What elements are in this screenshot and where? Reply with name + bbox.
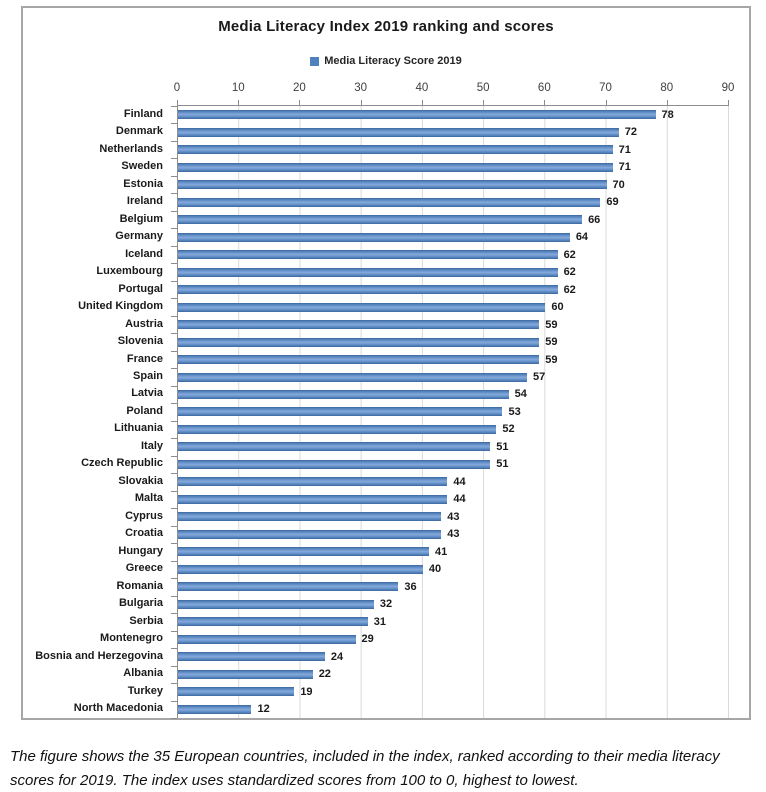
bar bbox=[178, 530, 441, 539]
value-label: 22 bbox=[318, 668, 331, 681]
bar-row bbox=[178, 596, 729, 613]
bar-row bbox=[178, 281, 729, 298]
axis-tick-mark bbox=[361, 100, 362, 106]
category-tick-mark bbox=[171, 666, 177, 667]
figure-caption bbox=[10, 745, 762, 792]
axis-tick-label: 70 bbox=[599, 82, 612, 94]
category-tick-mark bbox=[171, 228, 177, 229]
bar-row bbox=[178, 631, 729, 648]
bar-row bbox=[178, 613, 729, 630]
value-label: 31 bbox=[373, 615, 387, 628]
country-label: Spain bbox=[133, 370, 163, 382]
axis-tick-label: 30 bbox=[354, 82, 368, 94]
category-tick-mark bbox=[171, 508, 177, 509]
axis-tick-mark bbox=[238, 100, 239, 106]
bar-row bbox=[178, 403, 729, 420]
caption-line: scores for 2019. The index uses standardized scores from 100 to 0, highest to lowest. bbox=[10, 772, 579, 789]
category-tick-mark bbox=[171, 701, 177, 702]
value-label: 66 bbox=[588, 213, 601, 226]
category-axis bbox=[23, 105, 170, 717]
bar bbox=[178, 390, 509, 399]
country-label: Portugal bbox=[118, 282, 163, 295]
axis-tick-mark bbox=[483, 100, 484, 106]
legend-label: Media Literacy Score 2019 bbox=[324, 55, 462, 67]
country-label: Malta bbox=[134, 492, 163, 505]
bar bbox=[178, 303, 545, 312]
plot-area bbox=[177, 105, 729, 718]
bar-row bbox=[178, 666, 729, 683]
country-label: Iceland bbox=[125, 247, 163, 260]
country-label: Czech Republic bbox=[81, 457, 163, 470]
value-label: 62 bbox=[563, 283, 576, 296]
bar bbox=[178, 705, 251, 714]
value-label: 24 bbox=[330, 650, 344, 663]
category-tick-mark bbox=[171, 158, 177, 159]
country-label: Latvia bbox=[131, 387, 163, 400]
value-label: 64 bbox=[575, 231, 589, 244]
bar-row bbox=[178, 526, 729, 543]
bar-row bbox=[178, 106, 729, 123]
category-tick-mark bbox=[171, 526, 177, 527]
axis-tick-label: 50 bbox=[476, 82, 490, 94]
bar-row bbox=[178, 333, 729, 350]
country-label: Sweden bbox=[121, 160, 163, 173]
country-label: Belgium bbox=[119, 212, 163, 225]
country-label: Netherlands bbox=[99, 142, 163, 155]
legend-swatch-icon bbox=[310, 57, 319, 66]
category-tick-mark bbox=[171, 403, 177, 404]
axis-tick-mark bbox=[544, 100, 545, 106]
bar bbox=[178, 250, 558, 259]
value-label: 12 bbox=[257, 703, 270, 716]
bar bbox=[178, 565, 423, 574]
country-label: North Macedonia bbox=[73, 702, 163, 715]
bar bbox=[178, 233, 570, 242]
country-label: Bosnia and Herzegovina bbox=[35, 649, 163, 662]
category-tick-mark bbox=[171, 613, 177, 614]
country-label: Cyprus bbox=[125, 509, 163, 522]
category-tick-mark bbox=[171, 123, 177, 124]
bar bbox=[178, 268, 558, 277]
bar-row bbox=[178, 700, 729, 717]
bar-row bbox=[178, 438, 729, 455]
category-tick-mark bbox=[171, 456, 177, 457]
value-label: 54 bbox=[514, 388, 527, 401]
value-label: 71 bbox=[618, 161, 631, 174]
value-label: 59 bbox=[545, 318, 558, 331]
bar bbox=[178, 285, 558, 294]
axis-tick-mark bbox=[667, 100, 668, 106]
value-label: 69 bbox=[606, 196, 619, 209]
value-label: 44 bbox=[453, 475, 466, 488]
category-tick-mark bbox=[171, 648, 177, 649]
bar-row bbox=[178, 176, 729, 193]
category-tick-mark bbox=[171, 351, 177, 352]
category-tick-mark bbox=[171, 298, 177, 299]
bar bbox=[178, 215, 582, 224]
country-label: Ireland bbox=[126, 195, 163, 208]
country-label: Poland bbox=[126, 404, 163, 417]
category-tick-mark bbox=[171, 211, 177, 212]
axis-tick-label: 0 bbox=[173, 82, 181, 94]
bar-row bbox=[178, 211, 729, 228]
category-tick-mark bbox=[171, 631, 177, 632]
category-tick-mark bbox=[171, 561, 177, 562]
country-label: Italy bbox=[140, 439, 163, 452]
axis-tick-label: 40 bbox=[415, 82, 429, 94]
bar bbox=[178, 460, 490, 469]
country-label: Germany bbox=[115, 230, 163, 243]
category-tick-mark bbox=[171, 141, 177, 142]
bar-row bbox=[178, 193, 729, 210]
bar-row bbox=[178, 141, 729, 158]
bar bbox=[178, 110, 656, 119]
bar-row bbox=[178, 263, 729, 280]
bar bbox=[178, 320, 539, 329]
axis-tick-label: 60 bbox=[537, 82, 551, 94]
country-label: United Kingdom bbox=[78, 300, 163, 313]
axis-tick-mark bbox=[422, 100, 423, 106]
bar-row bbox=[178, 543, 729, 560]
value-label: 62 bbox=[563, 248, 576, 261]
category-tick-mark bbox=[171, 333, 177, 334]
country-label: Slovenia bbox=[117, 335, 163, 348]
category-tick-mark bbox=[171, 386, 177, 387]
bar-row bbox=[178, 368, 729, 385]
value-label: 19 bbox=[300, 685, 313, 698]
value-label: 32 bbox=[379, 598, 393, 611]
bar-row bbox=[178, 491, 729, 508]
bar-row bbox=[178, 683, 729, 700]
country-label: Croatia bbox=[125, 527, 163, 540]
bar bbox=[178, 687, 294, 696]
value-label: 70 bbox=[612, 178, 625, 191]
country-label: Denmark bbox=[115, 125, 163, 138]
category-tick-mark bbox=[171, 683, 177, 684]
axis-tick-mark bbox=[606, 100, 607, 106]
bar-row bbox=[178, 246, 729, 263]
bar bbox=[178, 338, 539, 347]
bar-row bbox=[178, 578, 729, 595]
axis-tick-label: 20 bbox=[293, 82, 306, 94]
bar bbox=[178, 355, 539, 364]
bar-row bbox=[178, 386, 729, 403]
bar-series bbox=[178, 106, 729, 718]
bar bbox=[178, 442, 490, 451]
axis-tick-label: 10 bbox=[231, 82, 245, 94]
category-tick-mark bbox=[171, 193, 177, 194]
country-label: France bbox=[126, 352, 163, 365]
value-label: 43 bbox=[447, 510, 460, 523]
value-label: 59 bbox=[545, 353, 558, 366]
country-label: Montenegro bbox=[100, 632, 163, 645]
caption-line: The figure shows the 35 European countries, included in the index, ranked according to their media literacy bbox=[10, 748, 720, 765]
bar bbox=[178, 163, 613, 172]
value-label: 52 bbox=[502, 423, 515, 436]
bar bbox=[178, 512, 441, 521]
chart-legend bbox=[23, 55, 749, 67]
country-label: Slovakia bbox=[118, 474, 163, 487]
axis-tick-mark bbox=[299, 100, 300, 106]
category-tick-mark bbox=[171, 596, 177, 597]
value-label: 60 bbox=[551, 301, 564, 314]
bar-row bbox=[178, 473, 729, 490]
axis-tick-label: 80 bbox=[660, 82, 674, 94]
bar bbox=[178, 652, 325, 661]
value-label: 62 bbox=[563, 266, 576, 279]
category-tick-mark bbox=[171, 263, 177, 264]
category-tick-mark bbox=[171, 316, 177, 317]
bar-row bbox=[178, 561, 729, 578]
country-label: Albania bbox=[123, 667, 163, 680]
value-label: 51 bbox=[496, 458, 509, 471]
bar-row bbox=[178, 316, 729, 333]
value-label: 36 bbox=[404, 580, 417, 593]
bar-row bbox=[178, 351, 729, 368]
bar bbox=[178, 582, 398, 591]
category-tick-mark bbox=[171, 473, 177, 474]
category-tick-mark bbox=[171, 281, 177, 282]
country-label: Lithuania bbox=[114, 422, 163, 435]
bar bbox=[178, 407, 502, 416]
bar bbox=[178, 373, 527, 382]
country-label: Estonia bbox=[123, 177, 163, 190]
category-tick-mark bbox=[171, 718, 177, 719]
value-label: 72 bbox=[624, 126, 638, 139]
bar-row bbox=[178, 456, 729, 473]
value-label: 29 bbox=[361, 633, 374, 646]
bar-row bbox=[178, 123, 729, 140]
category-tick-mark bbox=[171, 421, 177, 422]
value-label: 41 bbox=[435, 545, 448, 558]
country-label: Finland bbox=[123, 107, 163, 120]
bar-row bbox=[178, 648, 729, 665]
country-label: Austria bbox=[125, 317, 163, 330]
category-tick-mark bbox=[171, 578, 177, 579]
bar bbox=[178, 547, 429, 556]
value-label: 78 bbox=[661, 108, 674, 121]
axis-tick-mark bbox=[177, 100, 178, 106]
bar-row bbox=[178, 158, 729, 175]
category-tick-mark bbox=[171, 176, 177, 177]
value-label: 40 bbox=[428, 563, 442, 576]
value-label: 59 bbox=[545, 336, 558, 349]
bar bbox=[178, 425, 496, 434]
category-tick-mark bbox=[171, 438, 177, 439]
bar bbox=[178, 600, 374, 609]
value-axis bbox=[173, 82, 735, 96]
category-tick-mark bbox=[171, 106, 177, 107]
bar bbox=[178, 670, 313, 679]
category-tick-mark bbox=[171, 491, 177, 492]
category-tick-mark bbox=[171, 246, 177, 247]
value-label: 44 bbox=[453, 493, 466, 506]
country-label: Turkey bbox=[127, 684, 163, 697]
axis-tick-mark bbox=[728, 100, 729, 106]
bar-row bbox=[178, 421, 729, 438]
bar bbox=[178, 495, 447, 504]
chart-frame bbox=[21, 6, 751, 720]
bar bbox=[178, 145, 613, 154]
value-label: 53 bbox=[508, 405, 521, 418]
country-label: Romania bbox=[116, 579, 163, 592]
country-label: Hungary bbox=[118, 544, 163, 557]
bar-row bbox=[178, 508, 729, 525]
value-label: 57 bbox=[532, 371, 546, 383]
axis-tick-label: 90 bbox=[721, 82, 735, 94]
bar bbox=[178, 128, 619, 137]
country-label: Serbia bbox=[129, 614, 163, 627]
bar-row bbox=[178, 228, 729, 245]
bar bbox=[178, 180, 607, 189]
country-label: Greece bbox=[125, 562, 163, 575]
bar bbox=[178, 477, 447, 486]
value-label: 51 bbox=[496, 440, 509, 453]
value-label: 71 bbox=[618, 143, 631, 156]
chart-title: Media Literacy Index 2019 ranking and scores bbox=[218, 18, 554, 35]
bar-row bbox=[178, 298, 729, 315]
category-tick-mark bbox=[171, 543, 177, 544]
category-tick-mark bbox=[171, 368, 177, 369]
country-label: Luxembourg bbox=[96, 265, 163, 278]
country-label: Bulgaria bbox=[118, 597, 163, 610]
bar bbox=[178, 198, 600, 207]
bar bbox=[178, 635, 356, 644]
value-label: 43 bbox=[447, 528, 460, 541]
bar bbox=[178, 617, 368, 626]
